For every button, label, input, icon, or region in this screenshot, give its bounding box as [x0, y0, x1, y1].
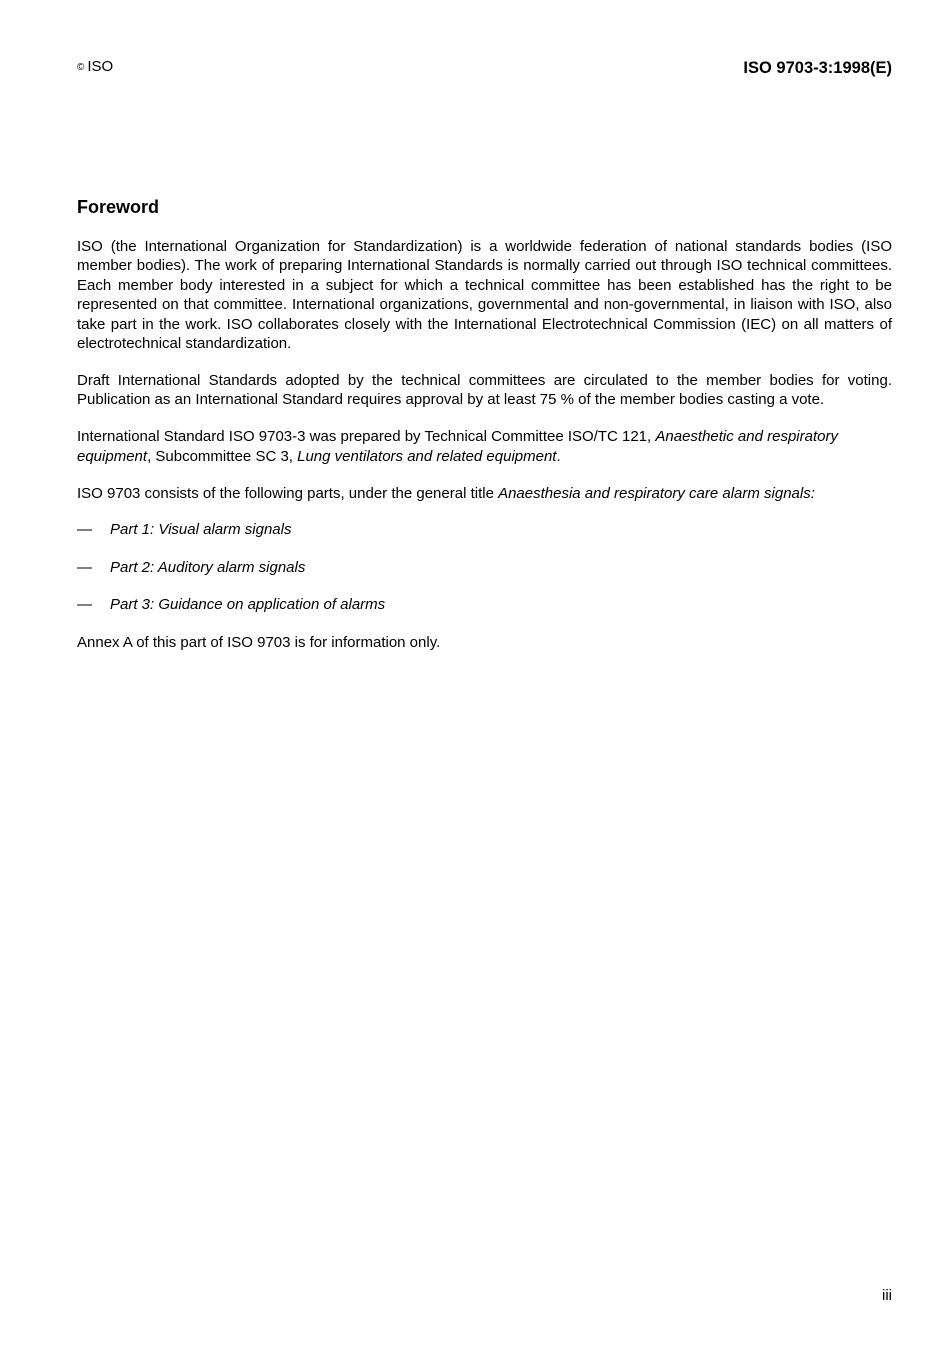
part-1-label: Part 1: Visual alarm signals — [110, 521, 292, 539]
paragraph-draft-standards: Draft International Standards adopted by the technical committees are circulated to the member bodies for voting. Publication as an International Standard requires approval by at least 75 % of the member bodies casting a vote. — [77, 371, 892, 409]
part-2-label: Part 2: Auditory alarm signals — [110, 558, 306, 576]
paragraph-prepared-by — [77, 427, 892, 466]
list-item — [77, 558, 892, 577]
copyright-symbol: © — [77, 62, 85, 73]
committee-title: Anaesthetic and respiratory equipment — [77, 428, 838, 465]
list-dash: — — [77, 521, 92, 539]
list-dash: — — [77, 558, 92, 576]
paragraph-parts-intro — [77, 484, 892, 503]
page-number: iii — [882, 1287, 892, 1304]
general-title: Anaesthesia and respiratory care alarm signals: — [498, 484, 815, 502]
parts-intro-text: ISO 9703 consists of the following parts, under the general title — [77, 484, 499, 502]
list-dash: — — [77, 596, 92, 614]
prepared-by-text-2: , Subcommittee SC 3, — [147, 447, 298, 465]
copyright-org: ISO — [87, 58, 114, 75]
list-item — [77, 595, 892, 614]
paragraph-annex-note: Annex A of this part of ISO 9703 is for information only. — [77, 633, 441, 651]
paragraph-iso-description: ISO (the International Organization for Standardization) is a worldwide federation of national standards bodies (ISO member bodies). The work of preparing International Standards is normally carried out through ISO technical committees. Each member body interested in a subject for which a technical committee has been established has the right to be represented on that committee. International organizations, governmental and non-governmental, in liaison with ISO, also take part in the work. ISO collaborates closely with the International Electrotechnical Commission (IEC) on all matters of electrotechnical standardization. — [77, 238, 892, 353]
subcommittee-title: Lung ventilators and related equipment — [297, 447, 557, 465]
document-id: ISO 9703-3:1998(E) — [743, 59, 892, 77]
prepared-by-text-3: . — [556, 447, 561, 465]
prepared-by-text-1: International Standard ISO 9703-3 was prepared by Technical Committee ISO/TC 121, — [77, 428, 656, 446]
foreword-section — [77, 196, 892, 670]
part-3-label: Part 3: Guidance on application of alarms — [110, 596, 386, 614]
list-item — [77, 520, 892, 539]
page-title: Foreword — [77, 197, 160, 217]
copyright-notice — [77, 58, 113, 77]
